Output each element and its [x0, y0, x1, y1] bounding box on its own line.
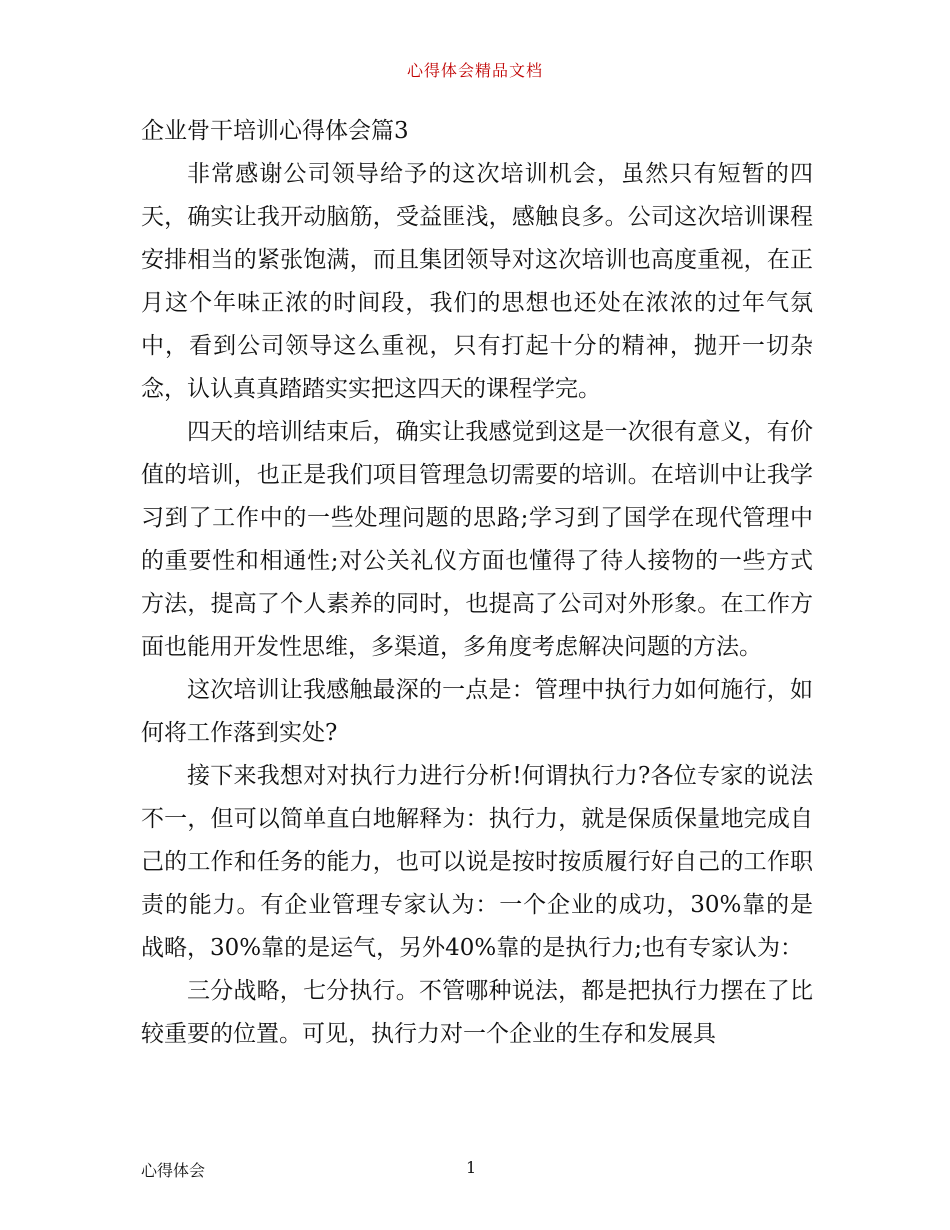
paragraph: 四天的培训结束后，确实让我感觉到这是一次很有意义，有价值的培训，也正是我们项目管理急切需要的培训。在培训中让我学习到了工作中的一些处理问题的思路;学习到了国学在现代管理中的重要性和相通性;对公关礼仪方面也懂得了待人接物的一些方式方法，提高了个人素养的同时，也提高了公司对外形象。在工作方面也能用开发性思维，多渠道，多角度考虑解决问题的方法。 [141, 419, 813, 660]
paragraph: 接下来我想对对执行力进行分析!何谓执行力?各位专家的说法不一，但可以简单直白地解释为：执行力，就是保质保量地完成自己的工作和任务的能力，也可以说是按时按质履行好自己的工作职责的能力。有企业管理专家认为：一个企业的成功，30%靠的是战略，30%靠的是运气，另外40%靠的是执行力;也有专家认为： [141, 763, 813, 961]
document-body [141, 110, 813, 1056]
document-title: 企业骨干培训心得体会篇3 [141, 118, 409, 144]
paragraph: 这次培训让我感触最深的一点是：管理中执行力如何施行，如何将工作落到实处? [141, 677, 813, 746]
page-number: 1 [466, 1158, 477, 1177]
paragraph: 非常感谢公司领导给予的这次培训机会，虽然只有短暂的四天，确实让我开动脑筋，受益匪浅，感触良多。公司这次培训课程安排相当的紧张饱满，而且集团领导对这次培训也高度重视，在正月这个年味正浓的时间段，我们的思想也还处在浓浓的过年气氛中，看到公司领导这么重视，只有打起十分的精神，抛开一切杂念，认认真真踏踏实实把这四天的课程学完。 [141, 161, 813, 402]
page-header: 心得体会精品文档 [406, 61, 543, 80]
paragraph: 三分战略，七分执行。不管哪种说法，都是把执行力摆在了比较重要的位置。可见，执行力对一个企业的生存和发展具 [141, 978, 813, 1047]
footer-label: 心得体会 [141, 1161, 206, 1180]
